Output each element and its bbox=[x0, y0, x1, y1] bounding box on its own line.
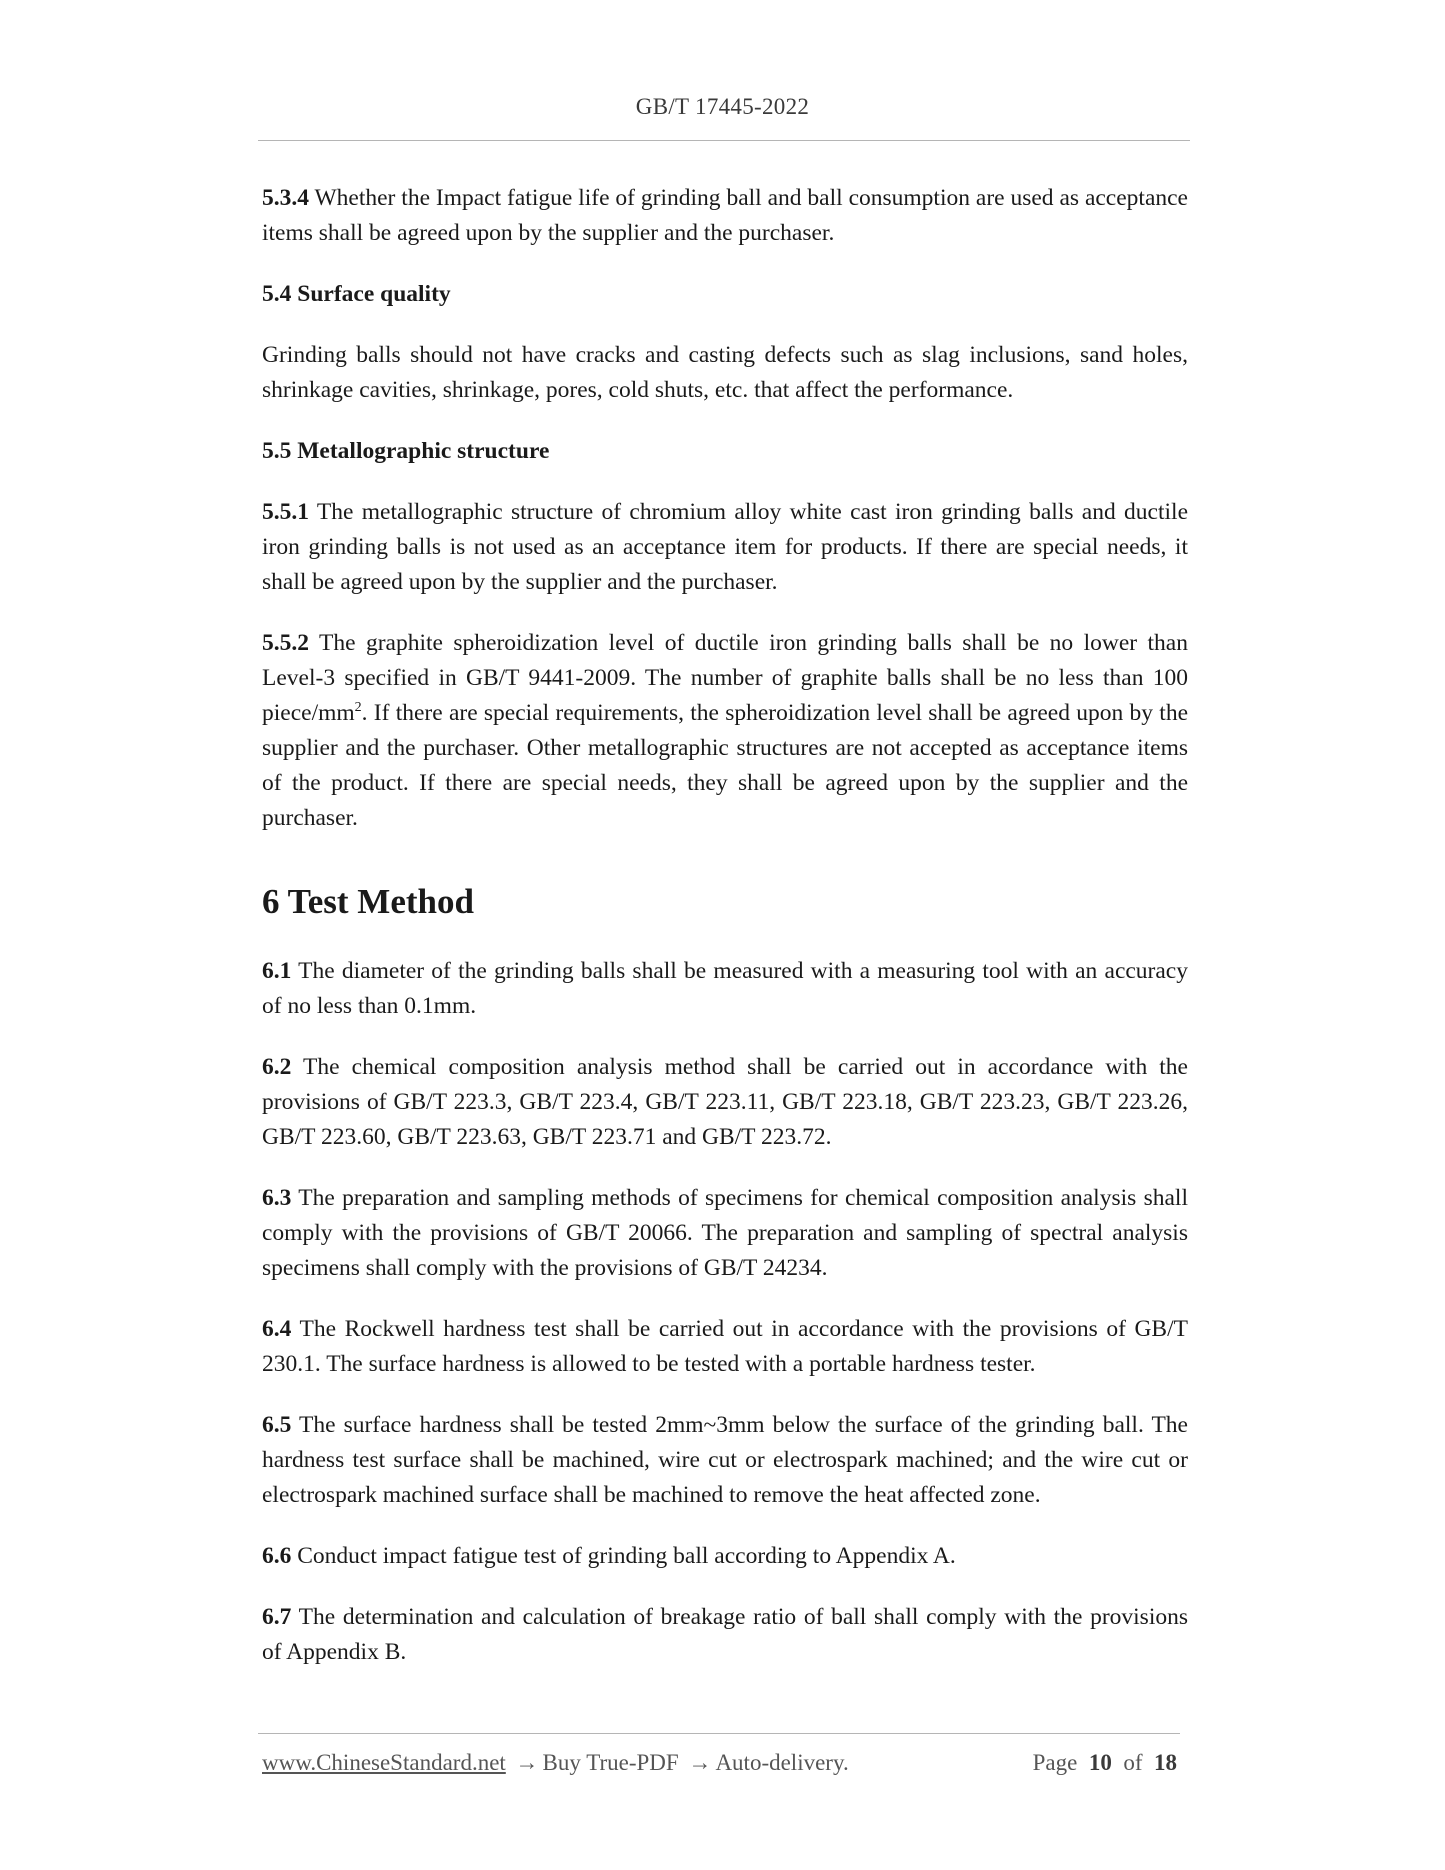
clause-text-cont: . If there are special requirements, the spheroidization level shall be agreed upon by the supplier and the purchaser. Other metallographic structures are not accepted as acceptance items of the product. If there are special needs, they shall be agreed upon by the supplier and the purchaser. bbox=[262, 700, 1188, 831]
clause-6-5 bbox=[262, 1408, 1188, 1513]
clause-number: 6.7 bbox=[262, 1604, 292, 1630]
clause-6-2 bbox=[262, 1050, 1188, 1155]
superscript: 2 bbox=[354, 700, 362, 716]
website-link[interactable]: www.ChineseStandard.net bbox=[262, 1750, 506, 1775]
of-label: of bbox=[1123, 1750, 1143, 1775]
clause-number: 5.5.2 bbox=[262, 630, 309, 656]
clause-6-1 bbox=[262, 954, 1188, 1024]
document-header-title: GB/T 17445-2022 bbox=[635, 94, 810, 119]
heading-5-5: 5.5 Metallographic structure bbox=[262, 438, 550, 464]
clause-number: 5.3.4 bbox=[262, 185, 309, 211]
clause-number: 6.5 bbox=[262, 1412, 292, 1438]
heading-5-4: 5.4 Surface quality bbox=[262, 281, 451, 307]
clause-5-4: Grinding balls should not have cracks and casting defects such as slag inclusions, sand holes, shrinkage cavities, shrinkage, pores, cold shuts, etc. that affect the performance. bbox=[262, 342, 1188, 403]
total-pages: 18 bbox=[1154, 1750, 1177, 1775]
clause-text: The preparation and sampling methods of specimens for chemical composition analysis shall comply with the provisions of GB/T 20066. The preparation and sampling of spectral analysis specimens shall comply with the provisions of GB/T 24234. bbox=[262, 1185, 1188, 1281]
header-divider bbox=[258, 140, 1190, 141]
footer-promo bbox=[262, 1750, 849, 1776]
clause-number: 6.6 bbox=[262, 1543, 292, 1569]
clause-5-3-4 bbox=[262, 181, 1188, 251]
clause-number: 6.2 bbox=[262, 1054, 292, 1080]
page-label: Page bbox=[1032, 1750, 1078, 1775]
clause-text: Conduct impact fatigue test of grinding ball according to Appendix A. bbox=[291, 1543, 956, 1569]
clause-text: The determination and calculation of breakage ratio of ball shall comply with the provisions of Appendix B. bbox=[262, 1604, 1188, 1665]
clause-5-5-1 bbox=[262, 495, 1188, 600]
clause-text: Whether the Impact fatigue life of grinding ball and ball consumption are used as acceptance items shall be agreed upon by the supplier and the purchaser. bbox=[262, 185, 1188, 246]
arrow-right-icon: → bbox=[688, 1750, 712, 1775]
clause-number: 6.3 bbox=[262, 1185, 292, 1211]
document-body bbox=[262, 181, 1188, 1696]
arrow-right-icon: → bbox=[515, 1750, 539, 1775]
clause-text: The chemical composition analysis method shall be carried out in accordance with the provisions of GB/T 223.3, GB/T 223.4, GB/T 223.11, GB/T 223.18, GB/T 223.23, GB/T 223.26, GB/T 223.60, GB/T 223.63, GB/T 223.71 and GB/T 223.72. bbox=[262, 1054, 1188, 1150]
clause-text: The Rockwell hardness test shall be carried out in accordance with the provisions of GB/T 230.1. The surface hardness is allowed to be tested with a portable hardness tester. bbox=[262, 1316, 1188, 1377]
heading-6: 6 Test Method bbox=[262, 882, 474, 921]
page-number bbox=[1033, 1750, 1177, 1776]
clause-number: 6.4 bbox=[262, 1316, 292, 1342]
auto-delivery-text: Auto-delivery. bbox=[715, 1750, 849, 1775]
buy-pdf-text: Buy True-PDF bbox=[542, 1750, 679, 1775]
clause-6-4 bbox=[262, 1312, 1188, 1382]
clause-text: The metallographic structure of chromium alloy white cast iron grinding balls and ductile iron grinding balls is not used as an acceptance item for products. If there are special needs, it shall be agreed upon by the supplier and the purchaser. bbox=[262, 499, 1188, 595]
clause-text: The diameter of the grinding balls shall be measured with a measuring tool with an accuracy of no less than 0.1mm. bbox=[262, 958, 1188, 1019]
clause-6-7 bbox=[262, 1600, 1188, 1670]
footer-divider bbox=[258, 1733, 1180, 1734]
page-footer bbox=[262, 1750, 1180, 1786]
clause-text: The surface hardness shall be tested 2mm~3mm below the surface of the grinding ball. The hardness test surface shall be machined, wire cut or electrospark machined; and the wire cut or electrospark machined surface shall be machined to remove the heat affected zone. bbox=[262, 1412, 1188, 1508]
clause-number: 5.5.1 bbox=[262, 499, 309, 525]
clause-6-6 bbox=[262, 1539, 1188, 1574]
clause-text: The graphite spheroidization level of ductile iron grinding balls shall be no lower than Level-3 specified in GB/T 9441-2009. The number of graphite balls shall be no less than 100 piece/mm bbox=[262, 630, 1188, 726]
clause-5-5-2 bbox=[262, 626, 1188, 836]
clause-6-3 bbox=[262, 1181, 1188, 1286]
clause-number: 6.1 bbox=[262, 958, 292, 984]
current-page: 10 bbox=[1088, 1750, 1112, 1775]
